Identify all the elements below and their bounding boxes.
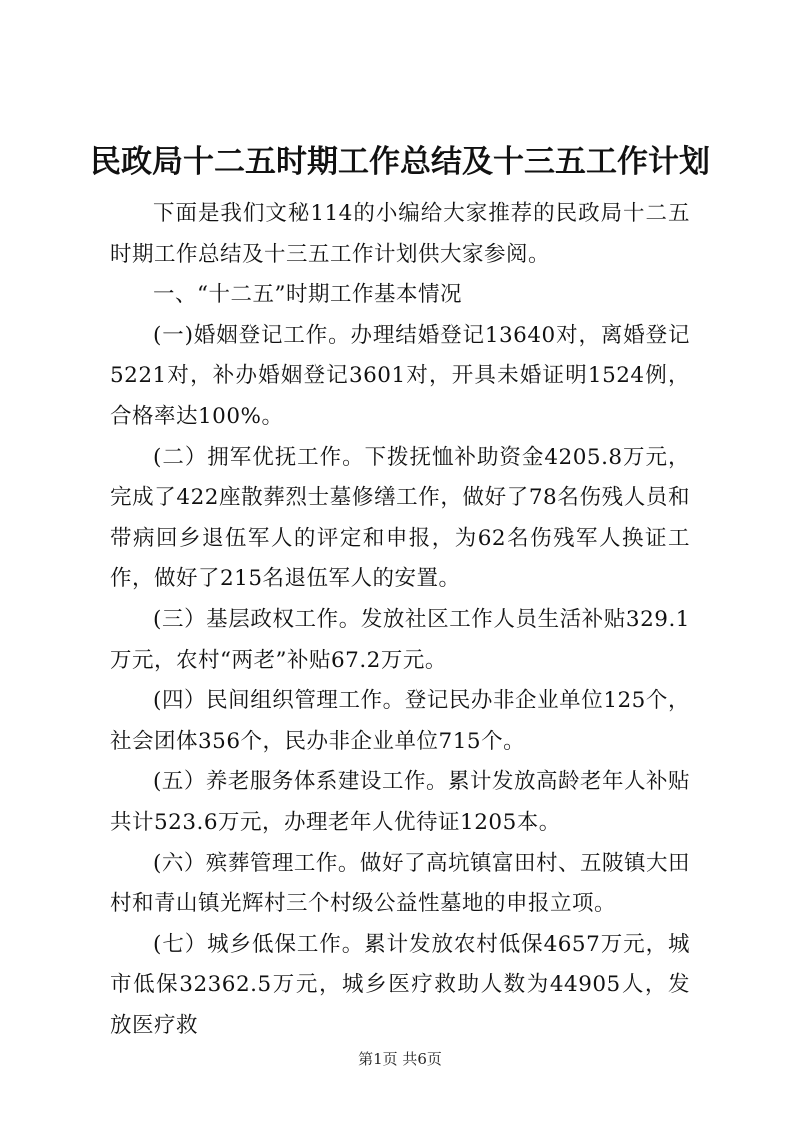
paragraph-military: (二）拥军优抚工作。下拨抚恤补助资金4205.8万元，完成了422座散葬烈士墓修缮工作，做好了78名伤残人员和带病回乡退伍军人的评定和申报，为62名伤残军人换证工作，做好了215名退伍军人的安置。 (110, 444, 690, 592)
section-heading: 一、“十二五”时期工作基本情况 (153, 282, 462, 308)
paragraph-grassroots: (三）基层政权工作。发放社区工作人员生活补贴329.1万元，农村“两老”补贴67.2万元。 (110, 606, 690, 673)
paragraph-subsistence: (七）城乡低保工作。累计发放农村低保4657万元，城市低保32362.5万元，城乡医疗救助人数为44905人，发放医疗救 (110, 931, 690, 1038)
paragraph-organizations: (四）民间组织管理工作。登记民办非企业单位125个，社会团体356个，民办非企业单位715个。 (110, 688, 690, 754)
paragraph-marriage: (一)婚姻登记工作。办理结婚登记13640对，离婚登记5221对，补办婚姻登记3601对，开具未婚证明1524例，合格率达100%。 (110, 322, 690, 429)
page-number: 第1页 共6页 (358, 1050, 442, 1068)
document-title: 民政局十二五时期工作总结及十三五工作计划 (90, 144, 710, 180)
document-body (110, 194, 690, 1046)
paragraph-elderly: (五）养老服务体系建设工作。累计发放高龄老年人补贴共计523.6万元，办理老年人优待证1205本。 (110, 769, 690, 835)
paragraph-funeral: (六）殡葬管理工作。做好了高坑镇富田村、五陂镇大田村和青山镇光辉村三个村级公益性墓地的申报立项。 (110, 850, 690, 917)
paragraph-intro: 下面是我们文秘114的小编给大家推荐的民政局十二五时期工作总结及十三五工作计划供大家参阅。 (110, 201, 690, 267)
